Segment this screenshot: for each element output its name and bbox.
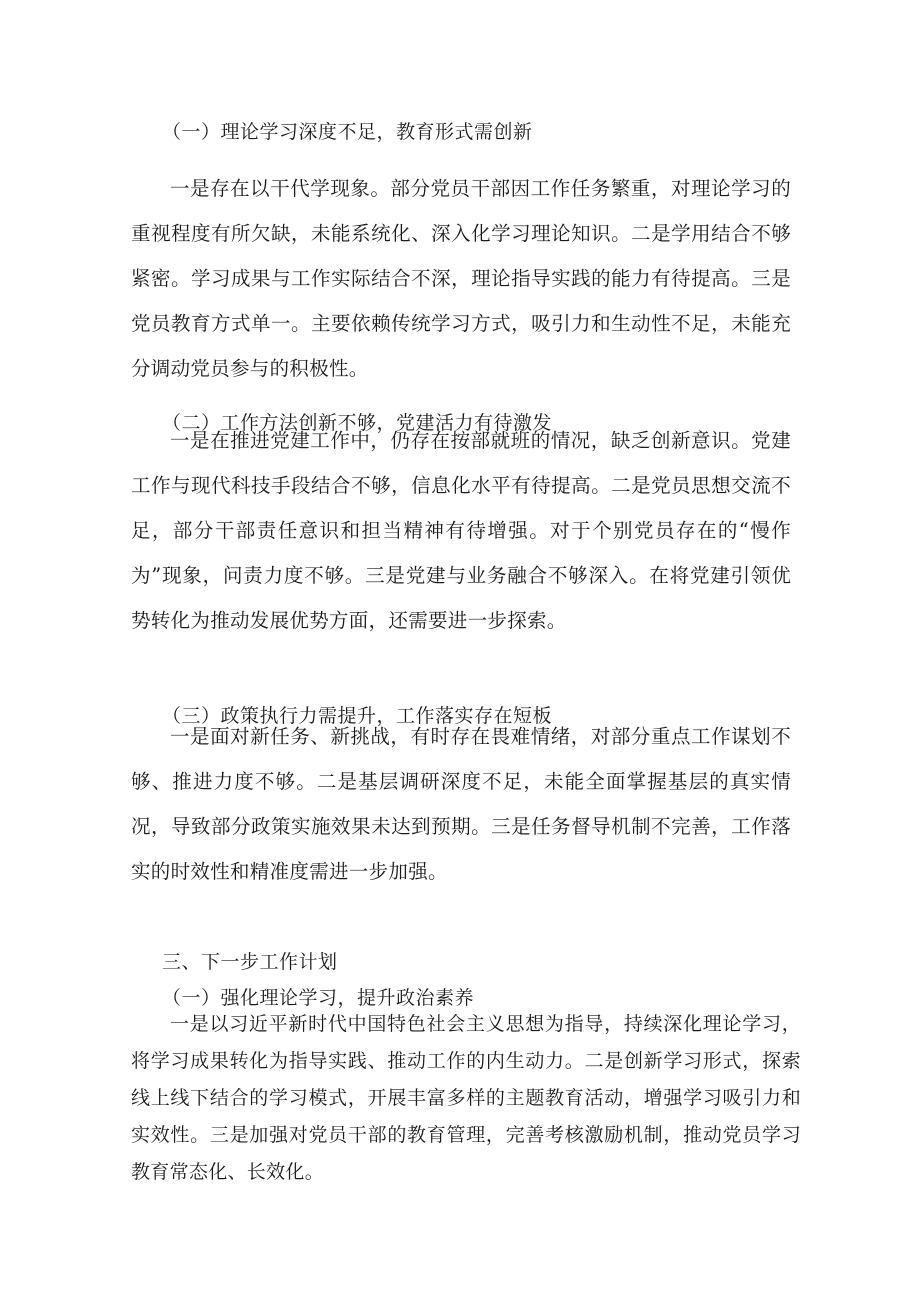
section-3-heading: （三）政策执行力需提升，工作落实存在短板 [162, 705, 553, 727]
section-1-heading: （一）理论学习深度不足，教育形式需创新 [162, 121, 533, 143]
section-2-heading: （二）工作方法创新不够，党建活力有待激发 [162, 412, 553, 434]
section-2-body: 一是在推进党建工作中，仍存在按部就班的情况，缺乏创新意识。党建工作与现代科技手段结合不够，信息化水平有待提高。二是党员思想交流不足，部分干部责任意识和担当精神有待增强。对于个别党员存在的“慢作为”现象，问责力度不够。三是党建与业务融合不够深入。在将党建引领优势转化为推动发展优势方面，还需要进一步探索。 [131, 429, 791, 632]
part-3-heading: 三、下一步工作计划 [162, 951, 338, 973]
part-3-sub-1-heading: （一）强化理论学习，提升政治素养 [162, 987, 475, 1009]
section-3-body: 一是面对新任务、新挑战，有时存在畏难情绪，对部分重点工作谋划不够、推进力度不够。二是基层调研深度不足，未能全面掌握基层的真实情况，导致部分政策实施效果未达到预期。三是任务督导机制不完善，工作落实的时效性和精准度需进一步加强。 [131, 725, 791, 883]
part-3-sub-1-body: 一是以习近平新时代中国特色社会主义思想为指导，持续深化理论学习，将学习成果转化为指导实践、推动工作的内生动力。二是创新学习形式，探索线上线下结合的学习模式，开展丰富多样的主题教育活动，增强学习吸引力和实效性。三是加强对党员干部的教育管理，完善考核激励机制，推动党员学习教育常态化、长效化。 [131, 1013, 801, 1183]
section-1-body: 一是存在以干代学现象。部分党员干部因工作任务繁重，对理论学习的重视程度有所欠缺，未能系统化、深入化学习理论知识。二是学用结合不够紧密。学习成果与工作实际结合不深，理论指导实践的能力有待提高。三是党员教育方式单一。主要依赖传统学习方式，吸引力和生动性不足，未能充分调动党员参与的积极性。 [131, 177, 791, 380]
